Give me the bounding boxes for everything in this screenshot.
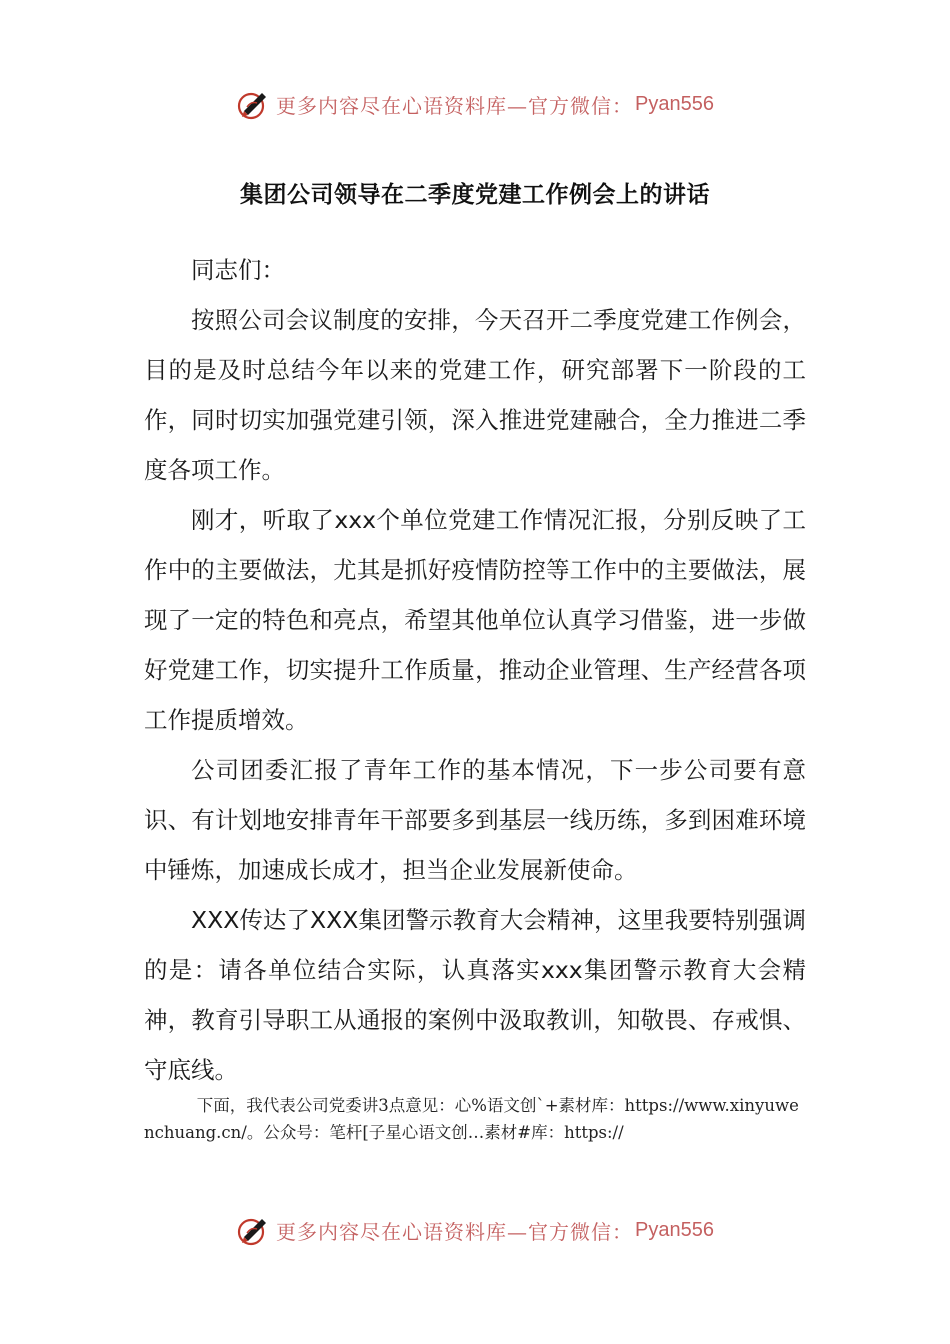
small-paragraph: 下面，我代表公司党委讲3点意见：心%语文创`+素材库：https://www.xinyuwenchuang.cn/。公众号：笔杆[子星心语文创…素材#库：https:// xyxy=(144,1096,799,1142)
document-title: 集团公司领导在二季度党建工作例会上的讲话 xyxy=(240,182,710,208)
pen-logo-icon xyxy=(236,1213,270,1247)
paragraph-2: 刚才，听取了xxx个单位党建工作情况汇报，分别反映了工作中的主要做法，尤其是抓好疫情防控等工作中的主要做法，展现了一定的特色和亮点，希望其他单位认真学习借鉴，进一步做好党建工作，切实提升工作质量，推动企业管理、生产经营各项工作提质增效。 xyxy=(144,506,806,734)
banner-text: 更多内容尽在心语资料库—官方微信： xyxy=(276,93,634,118)
salutation: 同志们： xyxy=(191,256,285,284)
small-text-block xyxy=(144,1092,806,1146)
pen-logo-icon xyxy=(236,87,270,121)
wechat-id: Pyan556 xyxy=(635,1218,714,1241)
footer-banner xyxy=(0,1208,950,1252)
paragraph-1: 按照公司会议制度的安排，今天召开二季度党建工作例会，目的是及时总结今年以来的党建工作，研究部署下一阶段的工作，同时切实加强党建引领，深入推进党建融合，全力推进二季度各项工作。 xyxy=(144,306,806,484)
banner-text: 更多内容尽在心语资料库—官方微信： xyxy=(276,1219,634,1244)
wechat-id: Pyan556 xyxy=(635,92,714,115)
paragraph-4: XXX传达了XXX集团警示教育大会精神，这里我要特别强调的是：请各单位结合实际，认真落实xxx集团警示教育大会精神，教育引导职工从通报的案例中汲取教训，知敬畏、存戒惧、守底线。 xyxy=(144,906,806,1084)
paragraph-3: 公司团委汇报了青年工作的基本情况，下一步公司要有意识、有计划地安排青年干部要多到基层一线历练，多到困难环境中锤炼，加速成长成才，担当企业发展新使命。 xyxy=(144,756,806,884)
document-body xyxy=(144,245,806,1095)
header-banner xyxy=(0,82,950,126)
